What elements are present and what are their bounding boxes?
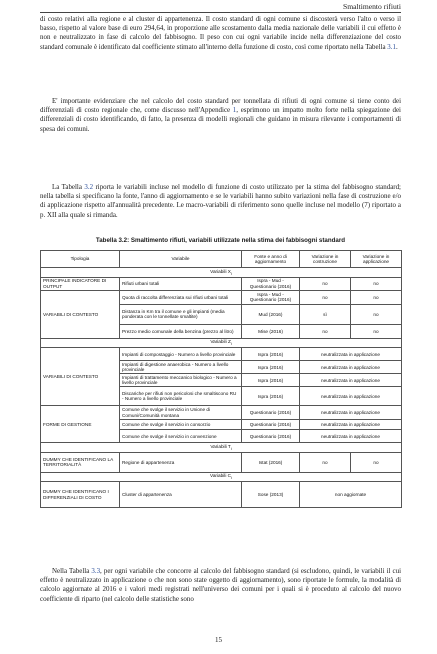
group-row-x: Variabili $X_i$ <box>41 268 402 278</box>
header-variazione-applicazione: Variazione in applicazione <box>351 251 402 268</box>
table-row: Distanza in Km tra il comune e gli impianti (media ponderata con le tonnellate smaltite) Mud (2016) sì no <box>41 304 402 324</box>
table-row: PRINCIPALE INDICATORE DI OUTPUT Rifiuti urbani totali Ispra - Mud - Questionario (2016) no no <box>41 277 402 290</box>
variables-table <box>40 250 402 508</box>
header-tipologia: Tipologia <box>41 251 120 268</box>
table-caption: Tabella 3.2: Smaltimento rifiuti, variabili utilizzate nella stima dei fabbisogni standard <box>95 237 346 244</box>
paragraph-4: Nella Tabella 3.3, per ogni variabile che concorre al calcolo del fabbisogno standard (si escludono, quindi, le variabili il cui effetto è neutralizzato in applicazione o che non sono state oggetto di aggiornamento), sono riportate le formule, la modalità di calcolo aggiornate al 2016 e i valori medi registrati nell'universo dei comuni per i quali si è proceduto al calcolo del nuovo coefficiente di riparto (nel calcolo delle statistiche sono <box>40 567 401 603</box>
table-row: Discariche per rifiuti non pericolosi che smaltiscono RU - Numero a livello provinciale Ispra (2016) neutralizzata in applicazione <box>41 387 402 406</box>
header-variazione-costruzione: Variazione in costruzione <box>300 251 351 268</box>
running-head: Smaltimento rifiuti <box>342 2 401 11</box>
table-ref-link[interactable]: 3.1 <box>387 42 396 51</box>
table-row: VARIABILI DI CONTESTO Quota di raccolta differenziata sui rifiuti urbani totali Ispra - Mud - Questionario (2016) no no <box>41 290 402 304</box>
appendix-ref-link[interactable]: 1 <box>232 106 237 115</box>
table-row: Impianti di digestione anaerobica - Numero a livello provinciale Ispra (2016) neutralizzata in applicazione <box>41 361 402 374</box>
table-row: Comune che svolge il servizio in convenzione Questionario (2016) neutralizzata in applicazione <box>41 430 402 443</box>
table-row: VARIABILI DI CONTESTO Impianti di compostaggio - Numero a livello provinciale Ispra (2016) neutralizzata in applicazione <box>41 348 402 361</box>
header-variabile: Variabile <box>120 251 242 268</box>
table-ref-link[interactable]: 3.2 <box>84 183 94 191</box>
table-row: Prezzo medio comunale della benzina (prezzo al litro) Mise (2016) no no <box>41 324 402 338</box>
paragraph-1: di costo relativi alla regione e al cluster di appartenenza. Il costo standard di ogni comune si discosterà verso l'alto o verso il basso, rispetto al valore base di euro 294,64, in proporzione alle scostamento dalla media nazionale delle variabili il cui effetto è non e neutralizzato in fase di calcolo del fabbisogno. Il peso con cui ogni variabile incide nella differenziazione del costo standard comunale è identificato dal coefficiente stimato all'interno della funzione di costo, così come riportato nella Tabella 3.1. <box>40 15 401 51</box>
header-rule <box>40 12 401 13</box>
table-row: Comune che svolge il servizio in consorzio Questionario (2016) neutralizzata in applicazione <box>41 420 402 430</box>
group-row-c: Variabili $C_i$ <box>41 472 402 482</box>
table-row: Impianti di trattamento meccanico biologico - Numero a livello provinciale Ispra (2016) neutralizzata in applicazione <box>41 374 402 387</box>
paragraph-3: La Tabella 3.2 riporta le variabili incluse nel modello di funzione di costo utilizzato per la stima del fabbisogno standard; nella tabella si specificano la fonte, l'anno di aggiornamento e se le variabili hanno subito variazioni nella fase di costruzione e/o di applicazione rispetto all'annualità precedente. Le macro-variabili di riferimento sono quelle incluse nel modello (7) riportato a p. XII alla quale si rimanda. <box>40 183 401 219</box>
page-number: 15 <box>215 636 222 644</box>
table-row: FORME DI GESTIONE Comune che svolge il servizio in Unione di Comuni/Comunità montana Questionario (2016) neutralizzata in applicazione <box>41 406 402 420</box>
table-header-row <box>41 251 402 268</box>
group-row-t: Variabili $T_i$ <box>41 443 402 453</box>
table-ref-link[interactable]: 3.3 <box>91 567 101 575</box>
group-row-z: Variabili $Z_i$ <box>41 338 402 348</box>
header-fonte: Fonte e anno di aggiornamento <box>242 251 300 268</box>
table-row: DUMMY CHE IDENTIFICANO LA TERRITORIALITÀ Regione di appartenenza Istat (2016) no no <box>41 452 402 472</box>
table-row: DUMMY CHE IDENTIFICANO I DIFFERENZIALI DI COSTO Cluster di appartenenza Sose (2013) non aggiornate <box>41 482 402 508</box>
paragraph-2: E' importante evidenziare che nel calcolo del costo standard per tonnellata di rifiuti di ogni comune si tiene conto dei differenziali di costo regionale che, come discusso nell'Appendice 1, esprimono un impatto molto forte nella spiegazione dei differenziali di costo identificando, di fatto, la presenza di modelli regionali che guidano in misura rilevante i comportamenti di spesa dei comuni. <box>40 97 401 133</box>
